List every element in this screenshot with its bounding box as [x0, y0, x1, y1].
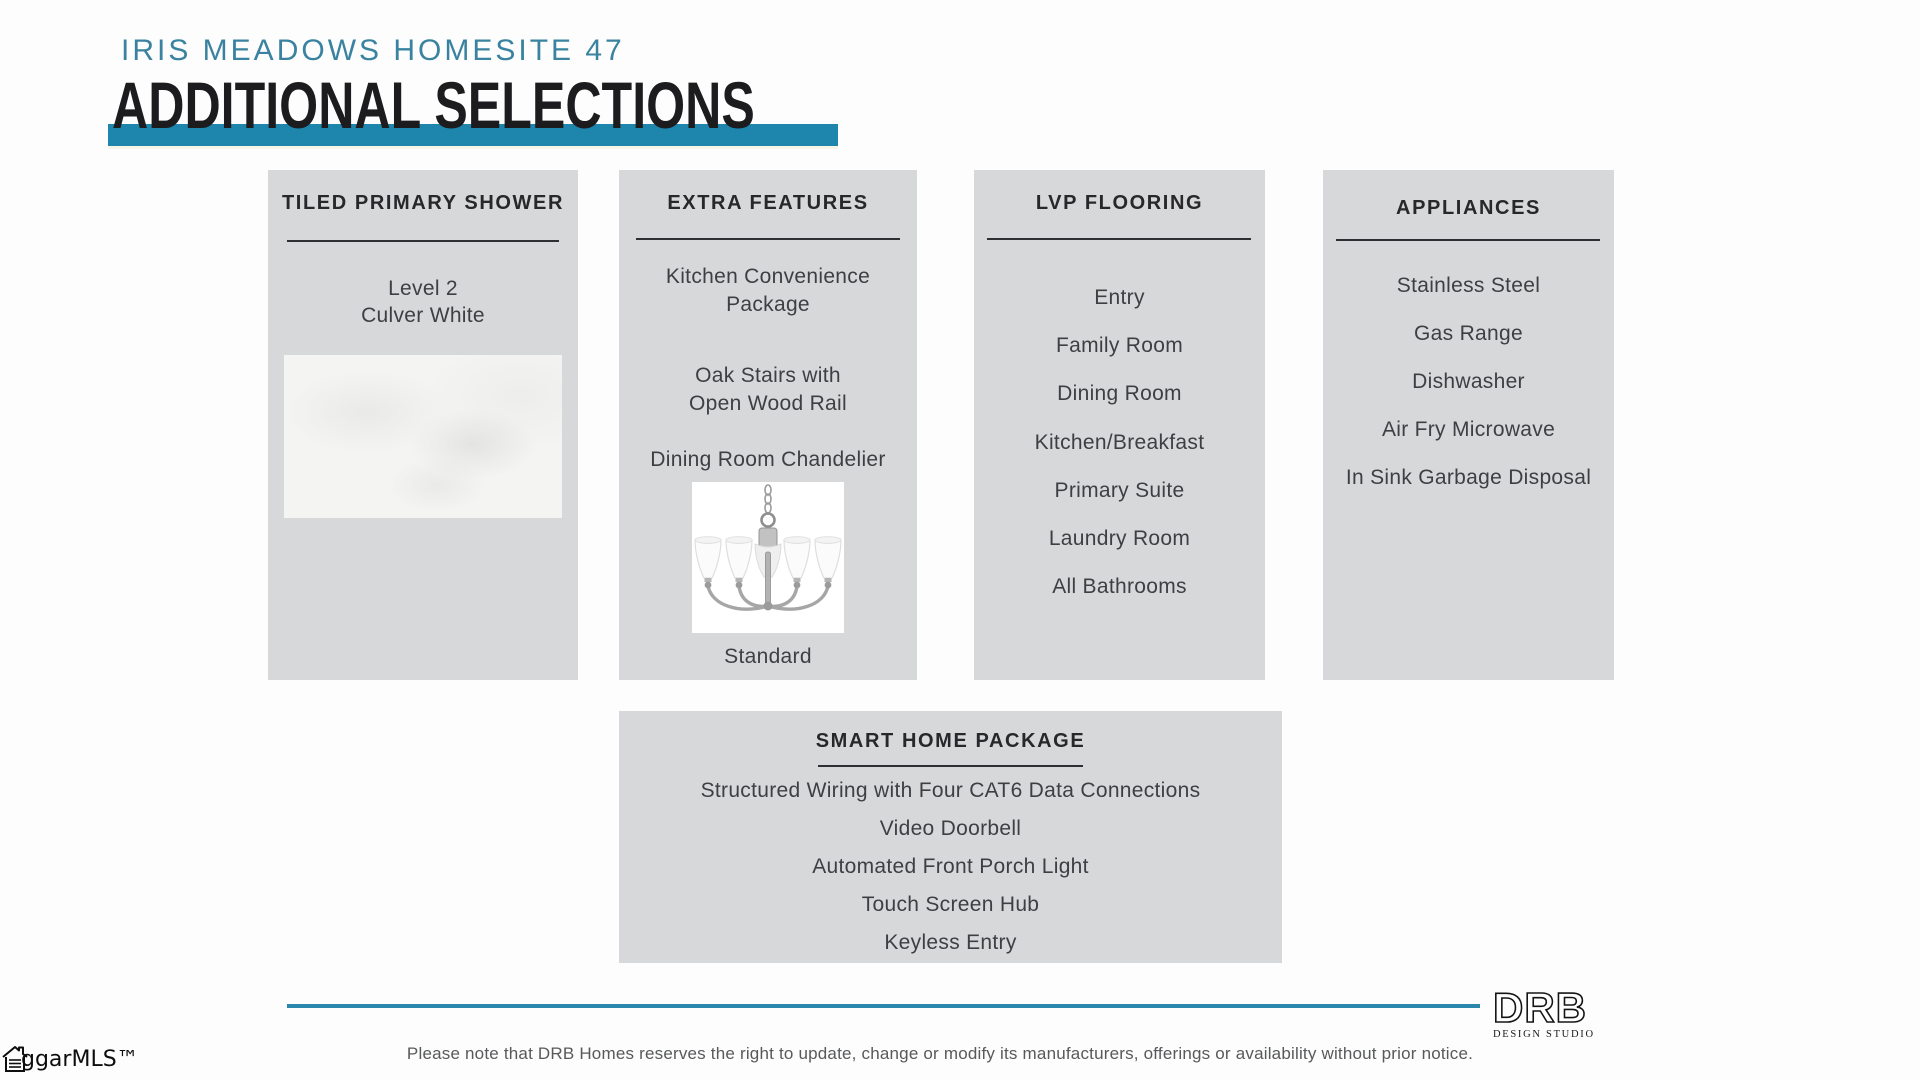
flooring-item: Dining Room	[1057, 382, 1182, 405]
shower-level-label: Level 2	[388, 277, 458, 300]
card-extra-features	[619, 170, 917, 680]
footer-divider-line	[287, 1004, 1480, 1008]
drb-logo-subtext: DESIGN STUDIO	[1493, 1029, 1595, 1040]
card-heading: SMART HOME PACKAGE	[815, 730, 1086, 752]
shower-color-label: Culver White	[361, 304, 485, 327]
feature-line: Package	[726, 293, 810, 316]
smart-item: Structured Wiring with Four CAT6 Data Connections	[700, 779, 1201, 802]
heading-rule	[287, 240, 559, 242]
heading-rule	[636, 238, 900, 240]
appliance-item: In Sink Garbage Disposal	[1345, 466, 1592, 489]
card-heading: APPLIANCES	[1396, 197, 1541, 219]
page-title	[112, 68, 958, 142]
chandelier-caption: Standard	[724, 645, 812, 668]
flooring-item: Primary Suite	[1054, 479, 1185, 502]
feature-line: Kitchen Convenience	[665, 265, 871, 288]
card-heading: TILED PRIMARY SHOWER	[281, 192, 564, 214]
heading-rule	[818, 765, 1083, 767]
smart-item: Video Doorbell	[879, 817, 1022, 840]
mls-watermark-text: ggarMLS™	[21, 1047, 139, 1072]
drb-logo-text: DRB	[1493, 986, 1587, 1030]
chandelier-image	[692, 482, 844, 633]
appliance-item: Gas Range	[1414, 322, 1523, 345]
heading-rule	[987, 238, 1251, 240]
smart-item: Automated Front Porch Light	[812, 855, 1089, 878]
card-heading: LVP FLOORING	[1035, 192, 1204, 214]
drb-design-studio-logo	[1492, 986, 1602, 1035]
chandelier-title: Dining Room Chandelier	[650, 448, 886, 471]
tile-swatch-image	[284, 355, 562, 518]
appliance-item: Air Fry Microwave	[1381, 418, 1556, 441]
card-heading: EXTRA FEATURES	[667, 192, 869, 214]
flooring-item: Kitchen/Breakfast	[1034, 431, 1205, 454]
flooring-item: Entry	[1094, 286, 1145, 309]
card-tiled-primary-shower	[268, 170, 578, 680]
flooring-item: Laundry Room	[1048, 527, 1191, 550]
drb-logo-icon	[1492, 986, 1602, 1030]
heading-rule	[1336, 239, 1600, 241]
smart-item: Touch Screen Hub	[861, 893, 1040, 916]
feature-line: Open Wood Rail	[689, 392, 847, 415]
page-title-text: ADDITIONAL SELECTIONS	[112, 68, 755, 142]
header-eyebrow: IRIS MEADOWS HOMESITE 47	[121, 34, 625, 67]
smart-item: Keyless Entry	[884, 931, 1017, 954]
appliance-item: Stainless Steel	[1396, 274, 1541, 297]
footer-disclaimer: Please note that DRB Homes reserves the right to update, change or modify its manufacturers, offerings or availability without prior notice.	[406, 1044, 1474, 1063]
title-accent-bar-edge	[108, 146, 838, 149]
card-smart-home-package	[619, 711, 1282, 963]
card-appliances	[1323, 170, 1614, 680]
flooring-item: Family Room	[1056, 334, 1183, 357]
card-lvp-flooring	[974, 170, 1265, 680]
feature-line: Oak Stairs with	[695, 364, 841, 387]
chandelier-icon	[692, 482, 844, 633]
appliance-item: Dishwasher	[1412, 370, 1525, 393]
flooring-item: All Bathrooms	[1052, 575, 1187, 598]
